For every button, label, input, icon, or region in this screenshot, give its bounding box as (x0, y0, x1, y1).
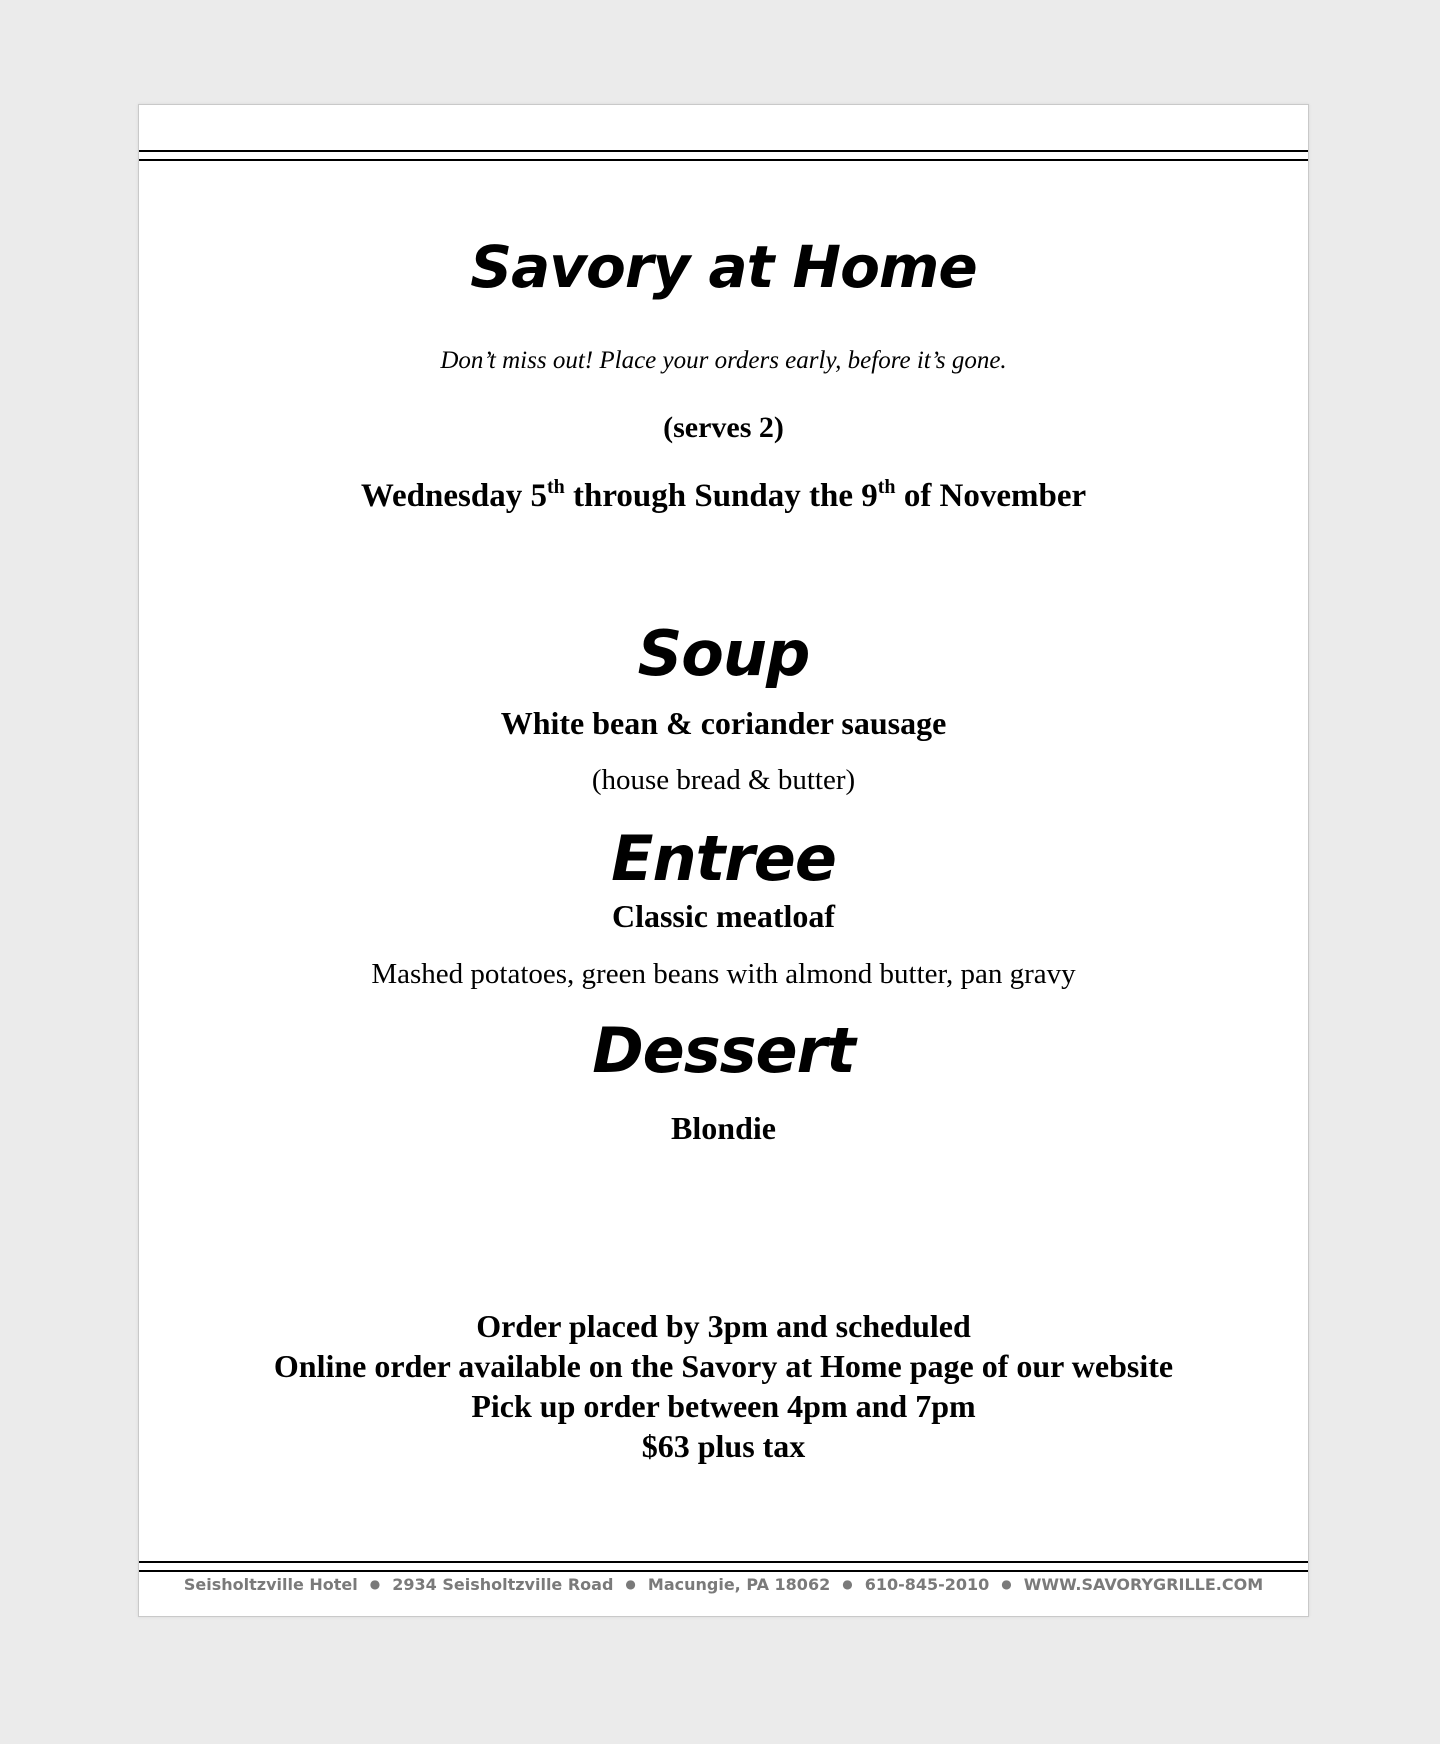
entree-item: Classic meatloaf (611, 898, 836, 934)
dessert-item: Blondie (671, 1110, 776, 1146)
date-range (139, 478, 1308, 515)
soup-item: White bean & coriander sausage (500, 705, 947, 741)
bullet-separator: ● (1001, 1577, 1012, 1591)
page-title: Savory at Home (470, 233, 977, 301)
order-info-line-1: Order placed by 3pm and scheduled (476, 1308, 971, 1344)
header-rule-bottom (139, 159, 1308, 161)
price: $63 plus tax (641, 1428, 806, 1464)
bullet-separator: ● (625, 1577, 636, 1591)
footer-venue: Seisholtzville Hotel (183, 1575, 358, 1594)
footer-rule-top (139, 1561, 1308, 1563)
serves-note: (serves 2) (663, 411, 784, 444)
menu-page (138, 104, 1309, 1617)
date-part-3: of November (895, 478, 1087, 514)
date-part-2: through Sunday the 9 (564, 478, 878, 514)
footer-phone: 610-845-2010 (864, 1575, 990, 1594)
footer-website: WWW.SAVORYGRILLE.COM (1023, 1575, 1264, 1594)
footer-city: Macungie, PA 18062 (647, 1575, 831, 1594)
soup-heading: Soup (637, 617, 810, 690)
dessert-heading: Dessert (592, 1014, 855, 1087)
date-part-1: Wednesday 5 (360, 478, 547, 514)
entree-description: Mashed potatoes, green beans with almond butter, pan gravy (371, 958, 1076, 990)
date-suffix-1: th (546, 476, 565, 498)
entree-heading: Entree (611, 822, 836, 895)
footer-contact (139, 1575, 1308, 1594)
header-rule-top (139, 150, 1308, 152)
soup-description: (house bread & butter) (591, 764, 856, 796)
order-info-line-2: Online order available on the Savory at Home page of our website (273, 1348, 1174, 1384)
tagline: Don’t miss out! Place your orders early, before it’s gone. (440, 347, 1007, 374)
bullet-separator: ● (842, 1577, 853, 1591)
footer-street: 2934 Seisholtzville Road (392, 1575, 614, 1594)
order-info-line-3: Pick up order between 4pm and 7pm (471, 1388, 976, 1424)
footer-rule-bottom (139, 1570, 1308, 1572)
bullet-separator: ● (369, 1577, 381, 1591)
date-suffix-2: th (877, 476, 896, 498)
